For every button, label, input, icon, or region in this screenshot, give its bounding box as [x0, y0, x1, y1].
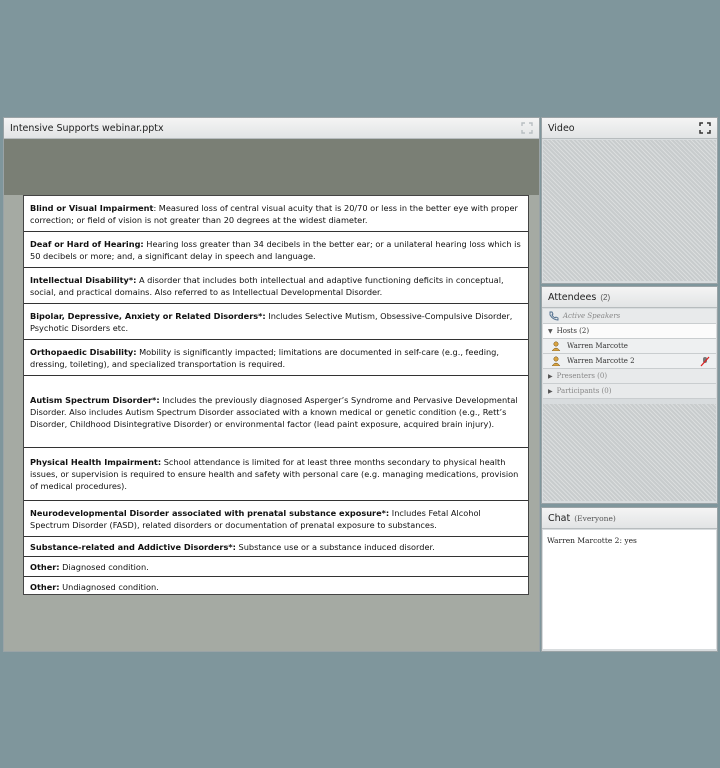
chat-messages [543, 530, 716, 649]
maximize-icon[interactable] [699, 122, 711, 134]
table-row [24, 448, 528, 501]
share-pod [3, 117, 540, 652]
row-label: Other: [30, 561, 60, 572]
table-row [24, 537, 528, 557]
host-user-icon [551, 341, 561, 351]
video-pod-header [542, 118, 717, 139]
chat-sender: Warren Marcotte 2 [547, 536, 620, 545]
table-row [24, 577, 528, 595]
chat-scope[interactable]: (Everyone) [574, 513, 616, 523]
table-row [24, 268, 528, 304]
table-row [24, 232, 528, 268]
active-speakers-label: Active Speakers [563, 312, 621, 320]
host-user-icon [551, 356, 561, 366]
chat-text: : yes [619, 536, 637, 545]
phone-icon [548, 311, 559, 321]
row-label: Autism Spectrum Disorder*: [30, 394, 160, 405]
maximize-icon[interactable] [521, 122, 533, 134]
share-pod-header [4, 118, 539, 139]
row-text: : Measured loss of central visual acuity that is 20/70 or less in the better eye with proper correction; or field of vision is not greater than 20 degrees at the widest diameter. [30, 202, 518, 225]
chat-pod-header [542, 508, 717, 529]
row-text: A disorder that includes both intellectual and adaptive functioning deficits in conceptual, social, and practical domains. Also referred to as Intellectual Developmental Disorder. [30, 274, 504, 297]
row-label: Intellectual Disability*: [30, 274, 137, 285]
row-text: Diagnosed condition. [59, 561, 149, 572]
row-label: Bipolar, Depressive, Anxiety or Related Disorders*: [30, 310, 266, 321]
chat-message [547, 536, 712, 545]
row-text: Includes the previously diagnosed Asperger’s Syndrome and Pervasive Developmental Disorder. Also includes Autism Spectrum Disorder associated with a known medical or genetic condition (e.g., Rett’s Disorder, Childhood Disintegrative Disorder) or environmental factor (lead paint exposure, acquired brain injury). [30, 394, 518, 429]
chat-pod [541, 507, 718, 652]
row-label: Physical Health Impairment: [30, 457, 162, 467]
video-area [543, 140, 716, 281]
participants-group-label: Participants (0) [556, 387, 612, 395]
row-label: Other: [30, 582, 60, 592]
attendees-empty-area [543, 404, 716, 501]
share-pod-title: Intensive Supports webinar.pptx [10, 122, 164, 134]
table-row [24, 304, 528, 340]
muted-microphone-icon [700, 356, 710, 367]
video-pod [541, 117, 718, 284]
table-row [24, 376, 528, 448]
attendee-row[interactable] [543, 339, 716, 354]
row-text: Includes Fetal Alcohol Spectrum Disorder (FASD), related disorders or documentation of prenatal exposure to substances. [30, 507, 481, 530]
row-text: Undiagnosed condition. [59, 582, 159, 592]
expanded-arrow-icon: ▼ [548, 327, 553, 335]
row-text: Substance use or a substance induced disorder. [235, 541, 435, 552]
chat-pod-title: Chat [548, 512, 571, 524]
attendees-pod [541, 286, 718, 504]
hosts-group-label: Hosts (2) [556, 327, 590, 335]
attendee-name: Warren Marcotte [567, 342, 628, 350]
participants-group-row[interactable] [543, 384, 716, 399]
attendee-row[interactable] [543, 354, 716, 369]
row-label: Substance-related and Addictive Disorders*: [30, 541, 236, 552]
presenters-group-row[interactable] [543, 369, 716, 384]
active-speakers-row[interactable] [543, 309, 716, 324]
table-row [24, 557, 528, 577]
slide-table [23, 195, 529, 595]
row-text: Mobility is significantly impacted; limitations are documented in self-care (e.g., feeding, dressing, toileting), and specialized transportation is required. [30, 346, 499, 369]
row-label: Blind or Visual Impairment [30, 202, 154, 213]
row-text: Includes Selective Mutism, Obsessive-Compulsive Disorder, Psychotic Disorders etc. [30, 310, 513, 333]
table-row [24, 340, 528, 376]
row-label: Neurodevelopmental Disorder associated with prenatal substance exposure*: [30, 507, 390, 518]
video-pod-title: Video [548, 122, 575, 134]
row-text: School attendance is limited for at least three months secondary to physical health issues, or supervision is required to ensure health and safety with personal care (e.g. managing medications, provision of medical procedures). [30, 457, 519, 491]
attendees-pod-title: Attendees [548, 291, 597, 303]
table-row [24, 501, 528, 537]
attendees-pod-header [542, 287, 717, 308]
row-text: Hearing loss greater than 34 decibels in the better ear; or a unilateral hearing loss which is 50 decibels or more; and, a significant delay in speech and language. [30, 238, 521, 261]
hosts-group-row[interactable] [543, 324, 716, 339]
attendee-count: (2) [600, 292, 611, 302]
row-label: Orthopaedic Disability: [30, 346, 137, 357]
collapsed-arrow-icon: ▶ [548, 387, 553, 395]
row-label: Deaf or Hard of Hearing: [30, 238, 144, 249]
collapsed-arrow-icon: ▶ [548, 372, 553, 380]
table-row [24, 196, 528, 232]
share-top-band [4, 139, 539, 195]
attendee-name: Warren Marcotte 2 [567, 357, 635, 365]
presenters-group-label: Presenters (0) [556, 372, 608, 380]
